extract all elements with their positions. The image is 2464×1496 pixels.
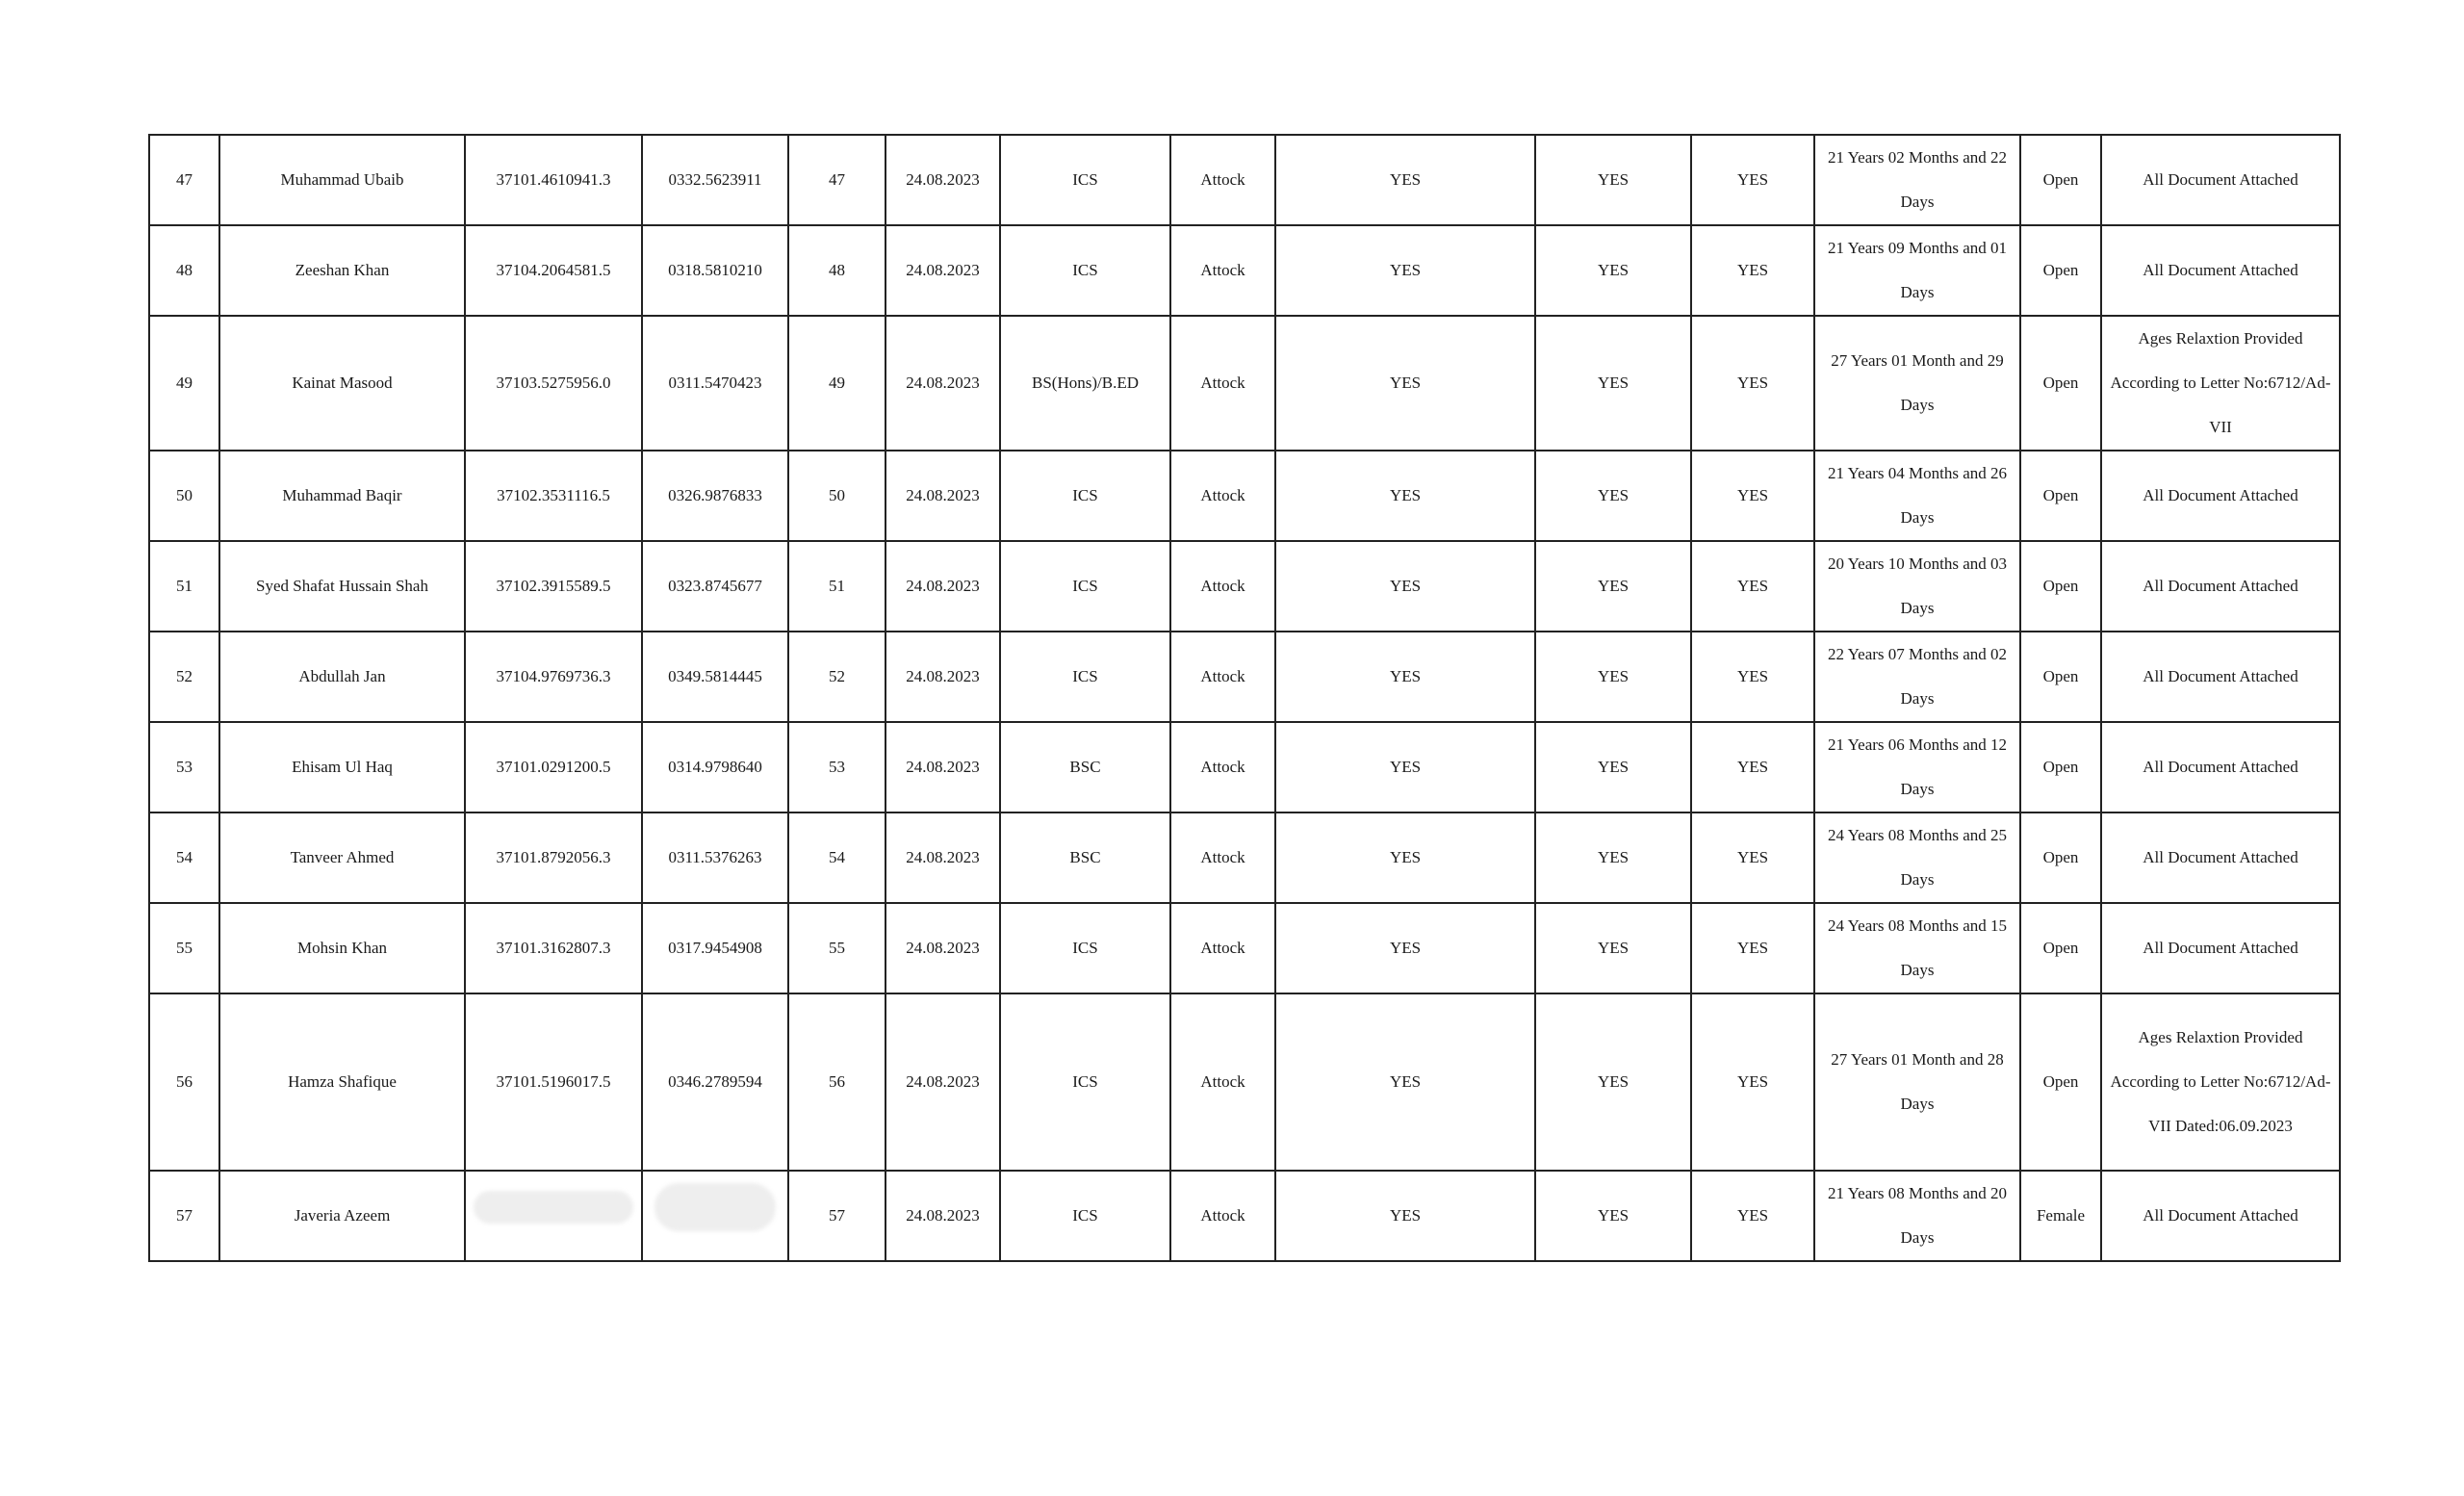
- cell-cnic: 37103.5275956.0: [465, 316, 642, 451]
- cell-phone: 0349.5814445: [642, 632, 788, 722]
- cell-sr: 49: [149, 316, 219, 451]
- cell-date: 24.08.2023: [886, 135, 1000, 225]
- cell-district: Attock: [1170, 812, 1275, 903]
- cell-cnic: 37102.3915589.5: [465, 541, 642, 632]
- cell-remarks: All Document Attached: [2101, 632, 2340, 722]
- cell-check-1: YES: [1275, 1171, 1535, 1261]
- cell-name: Mohsin Khan: [219, 903, 465, 993]
- cell-number: 48: [788, 225, 886, 316]
- cell-district: Attock: [1170, 225, 1275, 316]
- cell-district: Attock: [1170, 135, 1275, 225]
- cell-name: Abdullah Jan: [219, 632, 465, 722]
- cell-check-1: YES: [1275, 903, 1535, 993]
- cell-cnic: 37101.4610941.3: [465, 135, 642, 225]
- cell-check-3: YES: [1691, 1171, 1814, 1261]
- cell-number: 47: [788, 135, 886, 225]
- cell-sr: 55: [149, 903, 219, 993]
- cell-check-1: YES: [1275, 993, 1535, 1171]
- cell-check-2: YES: [1535, 225, 1691, 316]
- cell-sr: 57: [149, 1171, 219, 1261]
- cell-district: Attock: [1170, 1171, 1275, 1261]
- cell-quota: Open: [2020, 316, 2101, 451]
- cell-qualification: ICS: [1000, 225, 1170, 316]
- cell-quota: Open: [2020, 541, 2101, 632]
- cell-quota: Open: [2020, 993, 2101, 1171]
- cell-qualification: ICS: [1000, 903, 1170, 993]
- table-row: [149, 451, 2340, 541]
- table-row: [149, 812, 2340, 903]
- cell-check-2: YES: [1535, 316, 1691, 451]
- cell-cnic: 37101.8792056.3: [465, 812, 642, 903]
- cell-date: 24.08.2023: [886, 225, 1000, 316]
- cell-cnic: 37101.0291200.5: [465, 722, 642, 812]
- cell-name: Ehisam Ul Haq: [219, 722, 465, 812]
- cell-qualification: ICS: [1000, 1171, 1170, 1261]
- table-row: [149, 541, 2340, 632]
- cell-phone: 0332.5623911: [642, 135, 788, 225]
- cell-check-3: YES: [1691, 135, 1814, 225]
- cell-quota: Open: [2020, 812, 2101, 903]
- cell-name: Muhammad Ubaib: [219, 135, 465, 225]
- cell-age: 27 Years 01 Month and 28 Days: [1814, 993, 2020, 1171]
- cell-check-1: YES: [1275, 135, 1535, 225]
- cell-check-3: YES: [1691, 812, 1814, 903]
- cell-phone-redacted: [642, 1171, 788, 1261]
- cell-phone: 0323.8745677: [642, 541, 788, 632]
- cell-phone: 0311.5376263: [642, 812, 788, 903]
- cell-sr: 47: [149, 135, 219, 225]
- cell-remarks: Ages Relaxtion Provided According to Letter No:6712/Ad-VII: [2101, 316, 2340, 451]
- cell-check-1: YES: [1275, 632, 1535, 722]
- cell-check-2: YES: [1535, 812, 1691, 903]
- cell-number: 57: [788, 1171, 886, 1261]
- cell-check-2: YES: [1535, 722, 1691, 812]
- cell-date: 24.08.2023: [886, 632, 1000, 722]
- cell-date: 24.08.2023: [886, 316, 1000, 451]
- cell-age: 21 Years 04 Months and 26 Days: [1814, 451, 2020, 541]
- cell-remarks: All Document Attached: [2101, 812, 2340, 903]
- table-row: [149, 993, 2340, 1171]
- cell-check-2: YES: [1535, 135, 1691, 225]
- cell-phone: 0318.5810210: [642, 225, 788, 316]
- cell-name: Javeria Azeem: [219, 1171, 465, 1261]
- cell-remarks: All Document Attached: [2101, 135, 2340, 225]
- cell-check-1: YES: [1275, 812, 1535, 903]
- cell-check-2: YES: [1535, 632, 1691, 722]
- cell-date: 24.08.2023: [886, 812, 1000, 903]
- cell-cnic: 37104.2064581.5: [465, 225, 642, 316]
- cell-number: 54: [788, 812, 886, 903]
- cell-number: 49: [788, 316, 886, 451]
- cell-remarks: All Document Attached: [2101, 225, 2340, 316]
- cell-remarks: All Document Attached: [2101, 541, 2340, 632]
- cell-district: Attock: [1170, 541, 1275, 632]
- table-row: [149, 903, 2340, 993]
- cell-date: 24.08.2023: [886, 1171, 1000, 1261]
- cell-sr: 53: [149, 722, 219, 812]
- cell-name: Zeeshan Khan: [219, 225, 465, 316]
- cell-date: 24.08.2023: [886, 903, 1000, 993]
- cell-date: 24.08.2023: [886, 541, 1000, 632]
- cell-phone: 0317.9454908: [642, 903, 788, 993]
- cell-check-1: YES: [1275, 541, 1535, 632]
- cell-quota: Open: [2020, 722, 2101, 812]
- cell-check-1: YES: [1275, 451, 1535, 541]
- cell-cnic: 37101.5196017.5: [465, 993, 642, 1171]
- cell-check-2: YES: [1535, 903, 1691, 993]
- cell-check-3: YES: [1691, 722, 1814, 812]
- table-row: [149, 135, 2340, 225]
- cell-qualification: ICS: [1000, 993, 1170, 1171]
- cell-check-2: YES: [1535, 1171, 1691, 1261]
- cell-quota: Open: [2020, 903, 2101, 993]
- cell-check-3: YES: [1691, 451, 1814, 541]
- cell-qualification: ICS: [1000, 451, 1170, 541]
- table-row: [149, 1171, 2340, 1261]
- cell-qualification: ICS: [1000, 632, 1170, 722]
- cell-age: 27 Years 01 Month and 29 Days: [1814, 316, 2020, 451]
- cell-qualification: BSC: [1000, 722, 1170, 812]
- cell-check-3: YES: [1691, 541, 1814, 632]
- cell-age: 21 Years 09 Months and 01 Days: [1814, 225, 2020, 316]
- cell-age: 24 Years 08 Months and 25 Days: [1814, 812, 2020, 903]
- applicants-table: [148, 134, 2341, 1262]
- cell-remarks: All Document Attached: [2101, 722, 2340, 812]
- cell-sr: 48: [149, 225, 219, 316]
- cell-cnic: 37102.3531116.5: [465, 451, 642, 541]
- cell-quota: Open: [2020, 451, 2101, 541]
- cell-remarks: All Document Attached: [2101, 903, 2340, 993]
- cell-age: 21 Years 08 Months and 20 Days: [1814, 1171, 2020, 1261]
- cell-remarks: All Document Attached: [2101, 1171, 2340, 1261]
- cell-quota: Open: [2020, 225, 2101, 316]
- cell-name: Kainat Masood: [219, 316, 465, 451]
- cell-quota: Female: [2020, 1171, 2101, 1261]
- cell-sr: 50: [149, 451, 219, 541]
- cell-check-2: YES: [1535, 541, 1691, 632]
- cell-remarks: Ages Relaxtion Provided According to Letter No:6712/Ad-VII Dated:06.09.2023: [2101, 993, 2340, 1171]
- cell-number: 56: [788, 993, 886, 1171]
- cell-date: 24.08.2023: [886, 451, 1000, 541]
- cell-number: 50: [788, 451, 886, 541]
- cell-cnic-redacted: [465, 1171, 642, 1261]
- cell-district: Attock: [1170, 316, 1275, 451]
- cell-district: Attock: [1170, 993, 1275, 1171]
- cell-qualification: BSC: [1000, 812, 1170, 903]
- cell-age: 22 Years 07 Months and 02 Days: [1814, 632, 2020, 722]
- cell-age: 24 Years 08 Months and 15 Days: [1814, 903, 2020, 993]
- cell-age: 20 Years 10 Months and 03 Days: [1814, 541, 2020, 632]
- cell-district: Attock: [1170, 722, 1275, 812]
- cell-check-2: YES: [1535, 993, 1691, 1171]
- cell-cnic: 37104.9769736.3: [465, 632, 642, 722]
- cell-check-3: YES: [1691, 632, 1814, 722]
- cell-sr: 51: [149, 541, 219, 632]
- cell-date: 24.08.2023: [886, 993, 1000, 1171]
- cell-number: 51: [788, 541, 886, 632]
- cell-name: Syed Shafat Hussain Shah: [219, 541, 465, 632]
- cell-qualification: ICS: [1000, 541, 1170, 632]
- table-row: [149, 225, 2340, 316]
- cell-check-2: YES: [1535, 451, 1691, 541]
- cell-qualification: ICS: [1000, 135, 1170, 225]
- cell-check-1: YES: [1275, 722, 1535, 812]
- cell-number: 53: [788, 722, 886, 812]
- cell-quota: Open: [2020, 135, 2101, 225]
- cell-age: 21 Years 02 Months and 22 Days: [1814, 135, 2020, 225]
- redaction-blur: [474, 1191, 633, 1224]
- cell-number: 52: [788, 632, 886, 722]
- redaction-blur: [654, 1183, 776, 1231]
- cell-name: Tanveer Ahmed: [219, 812, 465, 903]
- cell-check-3: YES: [1691, 993, 1814, 1171]
- cell-phone: 0311.5470423: [642, 316, 788, 451]
- cell-district: Attock: [1170, 632, 1275, 722]
- cell-date: 24.08.2023: [886, 722, 1000, 812]
- cell-number: 55: [788, 903, 886, 993]
- cell-sr: 54: [149, 812, 219, 903]
- cell-check-1: YES: [1275, 225, 1535, 316]
- cell-name: Hamza Shafique: [219, 993, 465, 1171]
- cell-name: Muhammad Baqir: [219, 451, 465, 541]
- cell-sr: 56: [149, 993, 219, 1171]
- cell-district: Attock: [1170, 451, 1275, 541]
- cell-remarks: All Document Attached: [2101, 451, 2340, 541]
- cell-quota: Open: [2020, 632, 2101, 722]
- table-row: [149, 316, 2340, 451]
- cell-sr: 52: [149, 632, 219, 722]
- cell-district: Attock: [1170, 903, 1275, 993]
- cell-phone: 0346.2789594: [642, 993, 788, 1171]
- cell-check-1: YES: [1275, 316, 1535, 451]
- cell-check-3: YES: [1691, 316, 1814, 451]
- cell-check-3: YES: [1691, 225, 1814, 316]
- cell-check-3: YES: [1691, 903, 1814, 993]
- table-row: [149, 632, 2340, 722]
- table-row: [149, 722, 2340, 812]
- cell-phone: 0326.9876833: [642, 451, 788, 541]
- cell-age: 21 Years 06 Months and 12 Days: [1814, 722, 2020, 812]
- cell-qualification: BS(Hons)/B.ED: [1000, 316, 1170, 451]
- cell-phone: 0314.9798640: [642, 722, 788, 812]
- cell-cnic: 37101.3162807.3: [465, 903, 642, 993]
